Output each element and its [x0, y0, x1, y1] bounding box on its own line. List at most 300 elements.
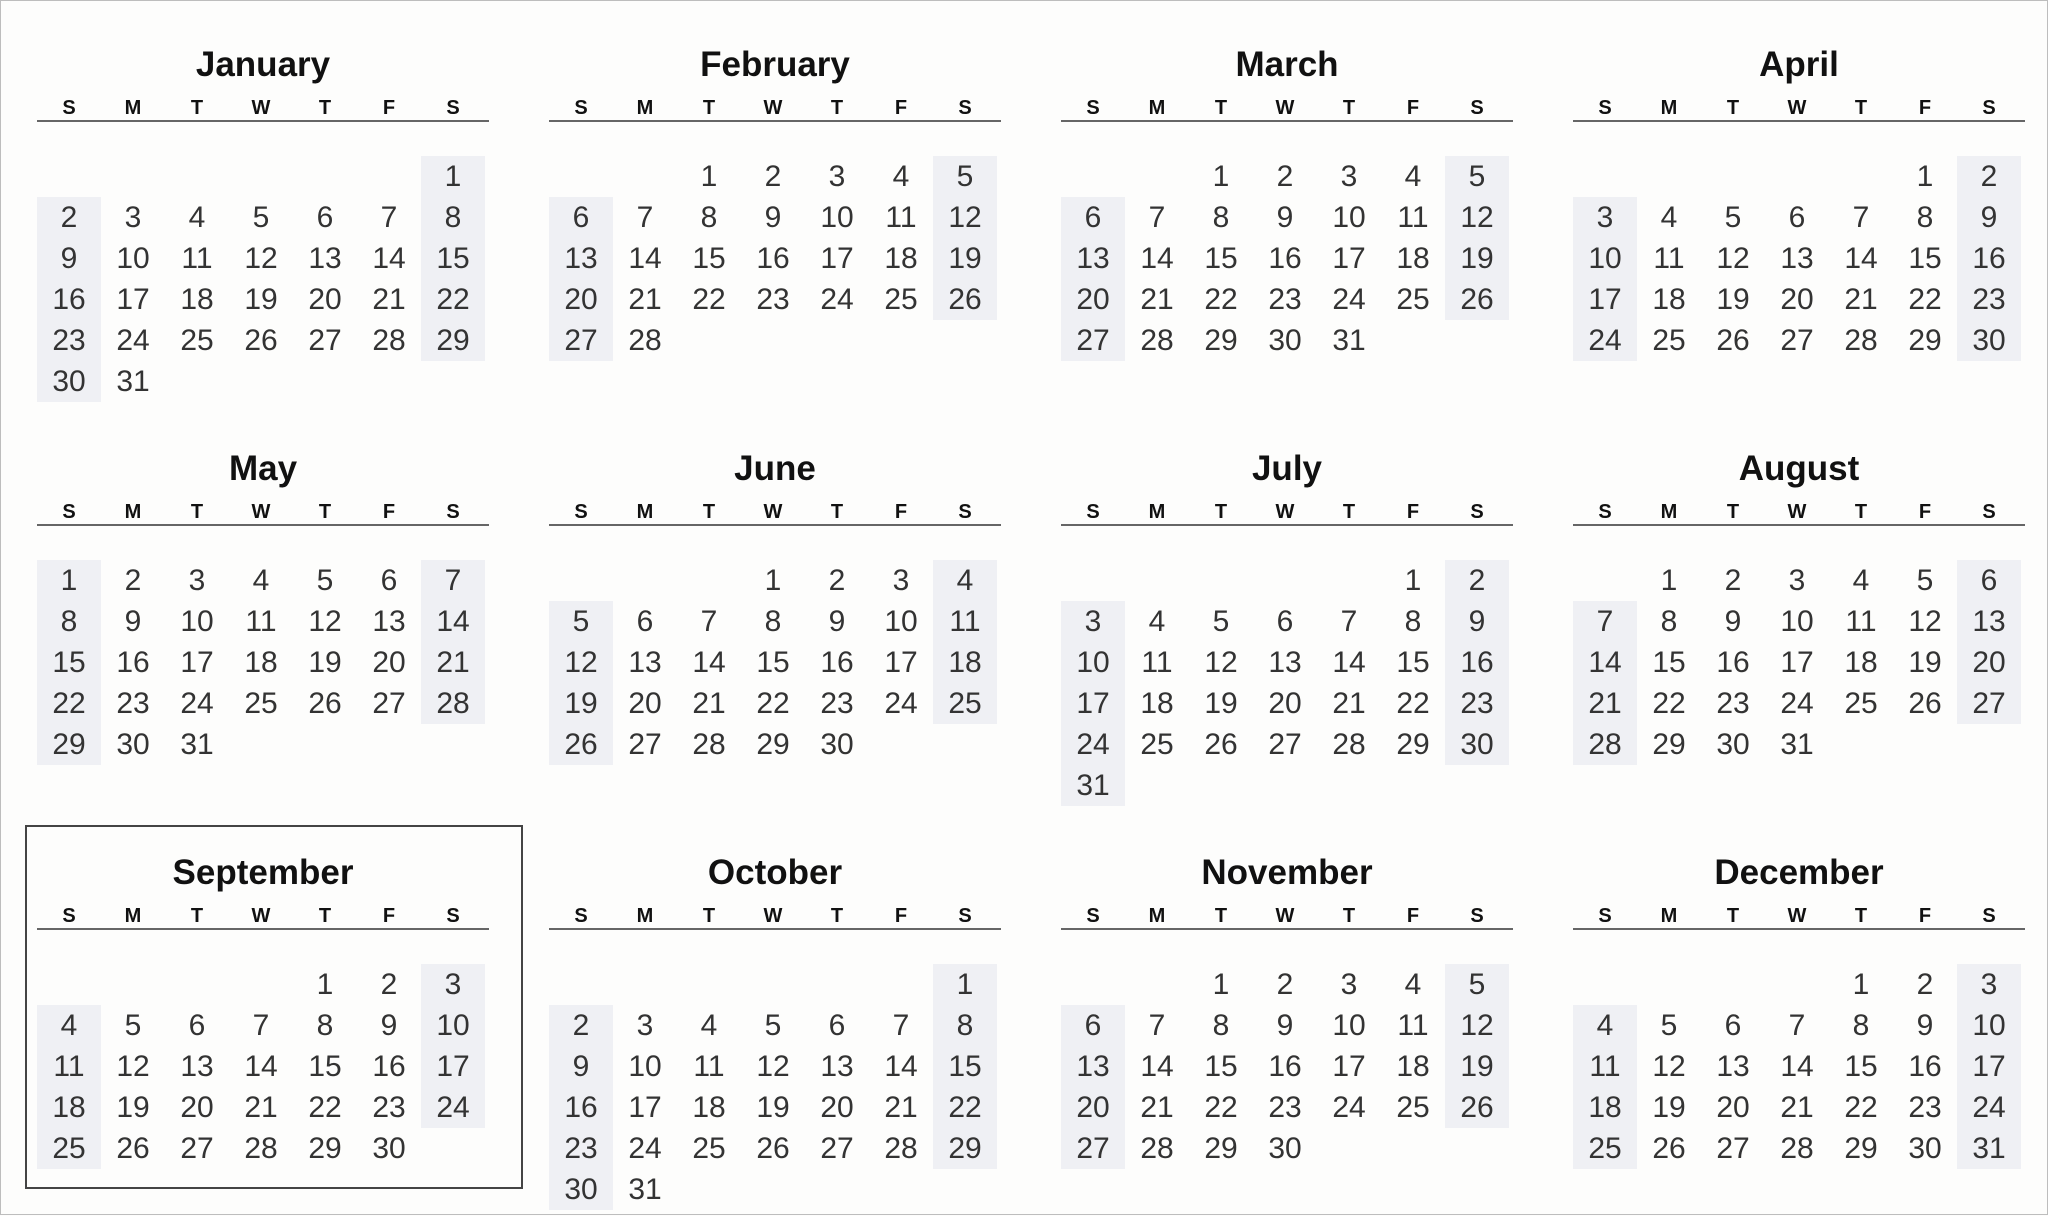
day-cell: 18: [884, 242, 918, 275]
month-title: June: [734, 449, 816, 488]
day-cell: 6: [1084, 201, 1102, 234]
day-cell: 29: [52, 728, 86, 761]
day-cell: 24: [1972, 1091, 2006, 1124]
day-cell: 6: [316, 201, 334, 234]
month-title: March: [1235, 45, 1339, 84]
weekday-header: [1573, 96, 2025, 122]
day-cell: 12: [1908, 605, 1942, 638]
day-cell: 19: [1460, 242, 1494, 275]
weekday-label: S: [1982, 97, 1996, 119]
day-cell: 10: [1588, 242, 1622, 275]
weekday-label: F: [382, 501, 396, 523]
day-cell: 24: [884, 687, 918, 720]
day-cell: 15: [1204, 242, 1238, 275]
day-cell: 24: [628, 1132, 662, 1165]
day-cell: 11: [693, 1050, 725, 1083]
day-cell: 17: [1972, 1050, 2006, 1083]
weekday-label: S: [446, 97, 460, 119]
day-cell: 17: [1076, 687, 1110, 720]
day-cell: 30: [1716, 728, 1750, 761]
day-cell: 17: [1332, 1050, 1366, 1083]
day-cell: 1: [764, 564, 782, 597]
day-cell: 11: [1653, 242, 1685, 275]
weekday-label: S: [1470, 501, 1484, 523]
day-cell: 15: [308, 1050, 342, 1083]
day-cell: 7: [1148, 1009, 1166, 1042]
day-cell: 26: [564, 728, 598, 761]
day-cell: 29: [1204, 324, 1238, 357]
day-cell: 19: [756, 1091, 790, 1124]
day-cell: 3: [188, 564, 206, 597]
day-cell: 30: [564, 1173, 598, 1206]
day-cell: 9: [1468, 605, 1486, 638]
day-cell: 19: [1652, 1091, 1686, 1124]
weekday-label: M: [636, 905, 654, 927]
weekday-label: M: [124, 905, 142, 927]
weekday-label: S: [1086, 97, 1100, 119]
day-cell: 15: [436, 242, 470, 275]
day-cell: 10: [436, 1009, 470, 1042]
day-cell: 1: [1404, 564, 1422, 597]
day-cell: 30: [1972, 324, 2006, 357]
day-cell: 14: [1140, 1050, 1174, 1083]
weekday-label: T: [1854, 905, 1868, 927]
day-cell: 27: [180, 1132, 214, 1165]
day-cell: 6: [1084, 1009, 1102, 1042]
day-cell: 4: [252, 564, 270, 597]
weekday-header: [549, 96, 1001, 122]
day-cell: 18: [1844, 646, 1878, 679]
day-cell: 25: [1140, 728, 1174, 761]
weekday-label: S: [958, 501, 972, 523]
weekday-label: T: [702, 97, 716, 119]
day-cell: 22: [1908, 283, 1942, 316]
weekday-header: [549, 500, 1001, 526]
weekday-header: [1061, 500, 1513, 526]
day-cell: 28: [1588, 728, 1622, 761]
day-cell: 5: [1724, 201, 1742, 234]
day-cell: 10: [1332, 201, 1366, 234]
day-cell: 12: [1460, 1009, 1494, 1042]
day-cell: 17: [1780, 646, 1814, 679]
day-cell: 16: [820, 646, 854, 679]
day-cell: 31: [116, 365, 150, 398]
day-cell: 25: [180, 324, 214, 357]
day-cell: 13: [564, 242, 598, 275]
day-cell: 12: [244, 242, 278, 275]
day-cell: 31: [1972, 1132, 2006, 1165]
weekday-label: F: [382, 97, 396, 119]
day-cell: 22: [308, 1091, 342, 1124]
weekday-label: W: [763, 501, 783, 523]
day-cell: 8: [444, 201, 462, 234]
weekday-label: T: [1214, 501, 1228, 523]
day-cell: 16: [116, 646, 150, 679]
day-cell: 21: [1332, 687, 1366, 720]
day-cell: 5: [1916, 564, 1934, 597]
day-cell: 3: [1980, 968, 1998, 1001]
day-cell: 29: [1652, 728, 1686, 761]
day-cell: 10: [116, 242, 150, 275]
weekday-label: S: [446, 905, 460, 927]
day-cell: 28: [436, 687, 470, 720]
day-cell: 21: [1780, 1091, 1814, 1124]
day-cell: 8: [700, 201, 718, 234]
day-cell: 3: [828, 160, 846, 193]
day-cell: 29: [1844, 1132, 1878, 1165]
day-cell: 8: [60, 605, 78, 638]
day-cell: 1: [316, 968, 334, 1001]
day-cell: 16: [1268, 1050, 1302, 1083]
weekday-label: M: [1660, 97, 1678, 119]
day-cell: 4: [700, 1009, 718, 1042]
day-cell: 4: [956, 564, 974, 597]
weekday-label: T: [318, 905, 332, 927]
weekday-label: T: [1854, 501, 1868, 523]
day-cell: 30: [1268, 1132, 1302, 1165]
day-cell: 12: [1716, 242, 1750, 275]
day-cell: 28: [244, 1132, 278, 1165]
day-cell: 31: [180, 728, 214, 761]
day-cell: 18: [1652, 283, 1686, 316]
day-cell: 17: [116, 283, 150, 316]
weekday-header: [1061, 96, 1513, 122]
day-cell: 22: [52, 687, 86, 720]
weekday-label: T: [1726, 501, 1740, 523]
day-cell: 8: [1852, 1009, 1870, 1042]
weekday-label: S: [62, 905, 76, 927]
day-cell: 10: [820, 201, 854, 234]
day-cell: 28: [884, 1132, 918, 1165]
day-cell: 20: [1076, 283, 1110, 316]
day-cell: 31: [1332, 324, 1366, 357]
day-cell: 12: [1204, 646, 1238, 679]
day-cell: 4: [188, 201, 206, 234]
day-cell: 26: [948, 283, 982, 316]
day-cell: 13: [1780, 242, 1814, 275]
day-cell: 14: [372, 242, 406, 275]
day-cell: 19: [564, 687, 598, 720]
day-cell: 12: [756, 1050, 790, 1083]
day-cell: 2: [1724, 564, 1742, 597]
day-cell: 19: [1460, 1050, 1494, 1083]
day-cell: 6: [1724, 1009, 1742, 1042]
day-cell: 29: [436, 324, 470, 357]
day-cell: 2: [764, 160, 782, 193]
weekday-label: F: [1406, 97, 1420, 119]
weekday-label: F: [1406, 501, 1420, 523]
weekday-label: S: [958, 905, 972, 927]
day-cell: 14: [1780, 1050, 1814, 1083]
day-cell: 9: [1276, 201, 1294, 234]
weekday-label: S: [1982, 501, 1996, 523]
day-cell: 21: [884, 1091, 918, 1124]
weekday-label: W: [1275, 501, 1295, 523]
day-cell: 21: [1140, 283, 1174, 316]
day-cell: 27: [1076, 324, 1110, 357]
day-cell: 13: [180, 1050, 214, 1083]
day-cell: 8: [1212, 1009, 1230, 1042]
day-cell: 18: [948, 646, 982, 679]
day-cell: 27: [1268, 728, 1302, 761]
day-cell: 15: [1396, 646, 1430, 679]
day-cell: 1: [1852, 968, 1870, 1001]
day-cell: 18: [1140, 687, 1174, 720]
day-cell: 13: [820, 1050, 854, 1083]
month-title: May: [228, 449, 298, 488]
day-cell: 30: [52, 365, 86, 398]
weekday-label: S: [1086, 905, 1100, 927]
day-cell: 23: [756, 283, 790, 316]
day-cell: 25: [1844, 687, 1878, 720]
weekday-label: M: [636, 97, 654, 119]
day-cell: 10: [1780, 605, 1814, 638]
weekday-label: M: [124, 501, 142, 523]
day-cell: 5: [956, 160, 974, 193]
day-cell: 7: [1788, 1009, 1806, 1042]
day-cell: 2: [124, 564, 142, 597]
day-cell: 2: [572, 1009, 590, 1042]
day-cell: 26: [1460, 283, 1494, 316]
day-cell: 24: [1332, 1091, 1366, 1124]
day-cell: 19: [948, 242, 982, 275]
day-cell: 28: [628, 324, 662, 357]
day-cell: 24: [180, 687, 214, 720]
day-cell: 3: [124, 201, 142, 234]
day-cell: 25: [1652, 324, 1686, 357]
day-cell: 2: [1980, 160, 1998, 193]
day-cell: 1: [1916, 160, 1934, 193]
day-cell: 16: [1460, 646, 1494, 679]
weekday-label: T: [190, 501, 204, 523]
month-title: July: [1251, 449, 1323, 488]
day-cell: 14: [436, 605, 470, 638]
day-cell: 28: [1140, 324, 1174, 357]
day-cell: 12: [1652, 1050, 1686, 1083]
day-cell: 25: [692, 1132, 726, 1165]
day-cell: 4: [1660, 201, 1678, 234]
day-cell: 29: [948, 1132, 982, 1165]
day-cell: 5: [572, 605, 590, 638]
day-cell: 26: [244, 324, 278, 357]
day-cell: 20: [628, 687, 662, 720]
day-cell: 28: [692, 728, 726, 761]
day-cell: 15: [692, 242, 726, 275]
day-cell: 16: [1716, 646, 1750, 679]
day-cell: 8: [316, 1009, 334, 1042]
day-cell: 30: [1268, 324, 1302, 357]
day-cell: 6: [1980, 564, 1998, 597]
weekday-label: S: [1598, 905, 1612, 927]
weekday-label: S: [574, 97, 588, 119]
day-cell: 11: [1397, 1009, 1429, 1042]
day-cell: 28: [372, 324, 406, 357]
day-cell: 19: [244, 283, 278, 316]
day-cell: 24: [436, 1091, 470, 1124]
day-cell: 4: [1852, 564, 1870, 597]
day-cell: 4: [60, 1009, 78, 1042]
day-cell: 5: [1468, 968, 1486, 1001]
day-cell: 3: [1340, 968, 1358, 1001]
day-cell: 4: [892, 160, 910, 193]
weekday-label: F: [1406, 905, 1420, 927]
day-cell: 23: [52, 324, 86, 357]
day-cell: 17: [628, 1091, 662, 1124]
day-cell: 16: [1268, 242, 1302, 275]
day-cell: 3: [444, 968, 462, 1001]
day-cell: 21: [1588, 687, 1622, 720]
day-cell: 28: [1140, 1132, 1174, 1165]
day-cell: 10: [1972, 1009, 2006, 1042]
weekday-label: T: [830, 905, 844, 927]
day-cell: 5: [316, 564, 334, 597]
weekday-header: [37, 96, 489, 122]
weekday-label: F: [1918, 905, 1932, 927]
year-calendar: [1, 1, 2048, 1216]
weekday-label: W: [251, 905, 271, 927]
weekday-label: F: [382, 905, 396, 927]
day-cell: 15: [948, 1050, 982, 1083]
day-cell: 7: [380, 201, 398, 234]
day-cell: 8: [956, 1009, 974, 1042]
day-cell: 12: [116, 1050, 150, 1083]
day-cell: 13: [1716, 1050, 1750, 1083]
day-cell: 15: [52, 646, 86, 679]
day-cell: 8: [764, 605, 782, 638]
weekday-header: [549, 904, 1001, 930]
day-cell: 22: [1204, 1091, 1238, 1124]
day-cell: 30: [820, 728, 854, 761]
day-cell: 11: [949, 605, 981, 638]
weekday-label: S: [1086, 501, 1100, 523]
day-cell: 4: [1148, 605, 1166, 638]
day-cell: 22: [1396, 687, 1430, 720]
day-cell: 9: [124, 605, 142, 638]
day-cell: 15: [756, 646, 790, 679]
day-cell: 24: [1076, 728, 1110, 761]
day-cell: 23: [1716, 687, 1750, 720]
day-cell: 3: [636, 1009, 654, 1042]
day-cell: 14: [1844, 242, 1878, 275]
day-cell: 23: [1908, 1091, 1942, 1124]
day-cell: 4: [1596, 1009, 1614, 1042]
day-cell: 9: [60, 242, 78, 275]
month-title: August: [1738, 449, 1860, 488]
day-cell: 24: [1780, 687, 1814, 720]
weekday-label: S: [1598, 97, 1612, 119]
weekday-label: S: [62, 97, 76, 119]
day-cell: 30: [1460, 728, 1494, 761]
day-cell: 29: [756, 728, 790, 761]
day-cell: 23: [372, 1091, 406, 1124]
day-cell: 14: [244, 1050, 278, 1083]
day-cell: 15: [1844, 1050, 1878, 1083]
weekday-label: T: [1342, 97, 1356, 119]
day-cell: 17: [180, 646, 214, 679]
weekday-label: W: [1275, 97, 1295, 119]
day-cell: 15: [1652, 646, 1686, 679]
day-cell: 4: [1404, 968, 1422, 1001]
day-cell: 9: [764, 201, 782, 234]
day-cell: 2: [1916, 968, 1934, 1001]
weekday-label: T: [702, 501, 716, 523]
day-cell: 28: [1844, 324, 1878, 357]
day-cell: 6: [188, 1009, 206, 1042]
weekday-label: T: [1726, 97, 1740, 119]
day-cell: 12: [564, 646, 598, 679]
day-cell: 26: [1460, 1091, 1494, 1124]
weekday-label: W: [1787, 97, 1807, 119]
day-cell: 22: [436, 283, 470, 316]
day-cell: 1: [1212, 160, 1230, 193]
day-cell: 10: [1076, 646, 1110, 679]
day-cell: 5: [764, 1009, 782, 1042]
weekday-label: F: [894, 905, 908, 927]
day-cell: 3: [1596, 201, 1614, 234]
day-cell: 14: [1588, 646, 1622, 679]
day-cell: 22: [948, 1091, 982, 1124]
day-cell: 23: [1972, 283, 2006, 316]
day-cell: 18: [244, 646, 278, 679]
day-cell: 9: [380, 1009, 398, 1042]
day-cell: 7: [444, 564, 462, 597]
weekday-label: S: [446, 501, 460, 523]
day-cell: 11: [181, 242, 213, 275]
day-cell: 15: [1908, 242, 1942, 275]
month-title: October: [707, 853, 843, 892]
day-cell: 16: [564, 1091, 598, 1124]
day-cell: 13: [628, 646, 662, 679]
weekday-label: S: [574, 501, 588, 523]
day-cell: 5: [124, 1009, 142, 1042]
weekday-label: S: [958, 97, 972, 119]
weekday-label: W: [1787, 905, 1807, 927]
day-cell: 14: [628, 242, 662, 275]
weekday-label: S: [62, 501, 76, 523]
day-cell: 29: [1396, 728, 1430, 761]
day-cell: 16: [1908, 1050, 1942, 1083]
day-cell: 7: [636, 201, 654, 234]
day-cell: 31: [1780, 728, 1814, 761]
day-cell: 22: [1652, 687, 1686, 720]
weekday-label: S: [1470, 905, 1484, 927]
day-cell: 5: [252, 201, 270, 234]
weekday-label: M: [1660, 501, 1678, 523]
day-cell: 27: [1716, 1132, 1750, 1165]
weekday-label: T: [1214, 97, 1228, 119]
day-cell: 9: [828, 605, 846, 638]
day-cell: 24: [1332, 283, 1366, 316]
day-cell: 21: [692, 687, 726, 720]
day-cell: 24: [820, 283, 854, 316]
day-cell: 6: [1788, 201, 1806, 234]
day-cell: 8: [1660, 605, 1678, 638]
day-cell: 19: [1204, 687, 1238, 720]
day-cell: 18: [180, 283, 214, 316]
weekday-label: W: [763, 905, 783, 927]
day-cell: 6: [828, 1009, 846, 1042]
day-cell: 11: [1589, 1050, 1621, 1083]
day-cell: 14: [884, 1050, 918, 1083]
day-cell: 27: [820, 1132, 854, 1165]
day-cell: 13: [372, 605, 406, 638]
day-cell: 21: [1844, 283, 1878, 316]
day-cell: 8: [1212, 201, 1230, 234]
day-cell: 3: [1788, 564, 1806, 597]
day-cell: 21: [436, 646, 470, 679]
weekday-label: F: [1918, 97, 1932, 119]
day-cell: 25: [1588, 1132, 1622, 1165]
